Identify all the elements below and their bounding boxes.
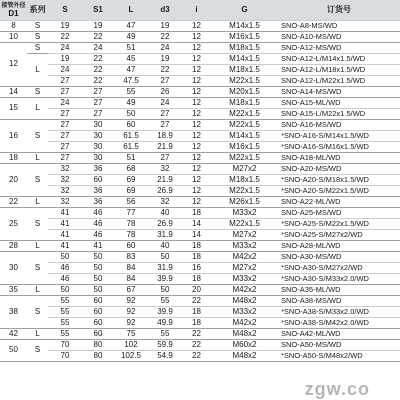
cell-g: M42x2 bbox=[211, 284, 278, 295]
cell-s: 27 bbox=[48, 86, 82, 97]
cell-l: 47.5 bbox=[114, 75, 148, 86]
cell-s1: 60 bbox=[82, 174, 114, 185]
cell-d3: 50 bbox=[148, 284, 182, 295]
cell-g: M18x1.5 bbox=[211, 97, 278, 108]
cell-order-no: SNO-A12-MS/WD bbox=[278, 42, 400, 53]
cell-g: M60x2 bbox=[211, 339, 278, 350]
cell-d3: 21.9 bbox=[148, 174, 182, 185]
cell-d1: 8 bbox=[0, 20, 27, 31]
cell-i: 12 bbox=[182, 31, 211, 42]
cell-l: 92 bbox=[114, 317, 148, 328]
cell-order-no: *SNO-A50-S/M48x2/WD bbox=[278, 350, 400, 361]
table-header-row bbox=[0, 0, 400, 20]
table-row bbox=[0, 185, 400, 196]
cell-s1: 50 bbox=[82, 251, 114, 262]
cell-s: 50 bbox=[48, 284, 82, 295]
cell-s1: 60 bbox=[82, 306, 114, 317]
header-s1: S1 bbox=[82, 0, 114, 20]
table-row bbox=[0, 119, 400, 130]
cell-l: 69 bbox=[114, 185, 148, 196]
cell-order-no: SNO-A12-L/M22x1.5/WD bbox=[278, 75, 400, 86]
cell-d1: 42 bbox=[0, 328, 27, 339]
cell-order-no: SNO-A38-MS/WD bbox=[278, 295, 400, 306]
cell-order-no: SNO-A12-L/M18x1.5/WD bbox=[278, 64, 400, 75]
cell-order-no: *SNO-A25-S/M27x2/WD bbox=[278, 229, 400, 240]
cell-d3: 26 bbox=[148, 86, 182, 97]
cell-i: 12 bbox=[182, 20, 211, 31]
cell-i: 12 bbox=[182, 130, 211, 141]
cell-g: M27x2 bbox=[211, 229, 278, 240]
cell-s: 55 bbox=[48, 295, 82, 306]
cell-order-no: SNO-A35-ML/WD bbox=[278, 284, 400, 295]
cell-s1: 41 bbox=[82, 240, 114, 251]
cell-d3: 54.9 bbox=[148, 350, 182, 361]
cell-g: M22x1.5 bbox=[211, 108, 278, 119]
cell-d1: 25 bbox=[0, 207, 27, 240]
cell-d1: 28 bbox=[0, 240, 27, 251]
cell-order-no: *SNO-A25-S/M22x1.5/WD bbox=[278, 218, 400, 229]
cell-series: L bbox=[27, 284, 48, 295]
table-row bbox=[0, 86, 400, 97]
cell-s: 55 bbox=[48, 317, 82, 328]
cell-i: 12 bbox=[182, 75, 211, 86]
cell-d1: 14 bbox=[0, 86, 27, 97]
cell-i: 12 bbox=[182, 196, 211, 207]
table-row bbox=[0, 97, 400, 108]
cell-d3: 24 bbox=[148, 97, 182, 108]
cell-d3: 31.9 bbox=[148, 262, 182, 273]
cell-d3: 55 bbox=[148, 295, 182, 306]
cell-g: M48x2 bbox=[211, 350, 278, 361]
cell-d3: 55 bbox=[148, 328, 182, 339]
cell-l: 47 bbox=[114, 20, 148, 31]
table-row bbox=[0, 130, 400, 141]
cell-i: 18 bbox=[182, 240, 211, 251]
table-row bbox=[0, 273, 400, 284]
cell-i: 12 bbox=[182, 185, 211, 196]
table-row bbox=[0, 152, 400, 163]
cell-s: 19 bbox=[48, 20, 82, 31]
header-s: S bbox=[48, 0, 82, 20]
cell-s1: 22 bbox=[82, 53, 114, 64]
cell-s: 24 bbox=[48, 42, 82, 53]
cell-l: 67 bbox=[114, 284, 148, 295]
cell-order-no: *SNO-A38-S/M33x2.0/WD bbox=[278, 306, 400, 317]
cell-order-no: *SNO-A16-S/M14x1.5/WD bbox=[278, 130, 400, 141]
table-row bbox=[0, 284, 400, 295]
cell-d1: 38 bbox=[0, 295, 27, 328]
cell-s: 32 bbox=[48, 185, 82, 196]
cell-order-no: *SNO-A20-S/M18x1.5/WD bbox=[278, 174, 400, 185]
cell-i: 22 bbox=[182, 339, 211, 350]
cell-i: 16 bbox=[182, 262, 211, 273]
cell-l: 92 bbox=[114, 306, 148, 317]
cell-d3: 21.9 bbox=[148, 141, 182, 152]
cell-series: L bbox=[27, 53, 48, 86]
cell-s1: 60 bbox=[82, 317, 114, 328]
cell-s1: 80 bbox=[82, 350, 114, 361]
cell-l: 83 bbox=[114, 251, 148, 262]
cell-i: 12 bbox=[182, 163, 211, 174]
cell-l: 51 bbox=[114, 152, 148, 163]
table-body bbox=[0, 20, 400, 361]
cell-s: 55 bbox=[48, 306, 82, 317]
cell-g: M33x2 bbox=[211, 306, 278, 317]
cell-order-no: SNO-A28-ML/WD bbox=[278, 240, 400, 251]
table-row bbox=[0, 31, 400, 42]
cell-l: 68 bbox=[114, 163, 148, 174]
cell-d3: 40 bbox=[148, 240, 182, 251]
cell-i: 18 bbox=[182, 251, 211, 262]
cell-d3: 19 bbox=[148, 53, 182, 64]
cell-d3: 26.9 bbox=[148, 218, 182, 229]
cell-series: S bbox=[27, 295, 48, 328]
cell-l: 84 bbox=[114, 262, 148, 273]
table-row bbox=[0, 295, 400, 306]
cell-s: 70 bbox=[48, 350, 82, 361]
cell-series: S bbox=[27, 163, 48, 196]
cell-d3: 50 bbox=[148, 251, 182, 262]
cell-i: 12 bbox=[182, 174, 211, 185]
table-row bbox=[0, 350, 400, 361]
cell-order-no: *SNO-A20-S/M22x1.5/WD bbox=[278, 185, 400, 196]
cell-series: L bbox=[27, 328, 48, 339]
cell-order-no: SNO-A42-ML/WD bbox=[278, 328, 400, 339]
cell-d3: 18.9 bbox=[148, 130, 182, 141]
cell-s1: 30 bbox=[82, 119, 114, 130]
cell-l: 49 bbox=[114, 31, 148, 42]
header-d1-line2: D1 bbox=[8, 8, 19, 18]
cell-order-no: SNO-A18-ML/WD bbox=[278, 152, 400, 163]
table-row bbox=[0, 64, 400, 75]
table-row bbox=[0, 141, 400, 152]
cell-s1: 80 bbox=[82, 339, 114, 350]
cell-g: M48x2 bbox=[211, 295, 278, 306]
cell-s: 24 bbox=[48, 97, 82, 108]
cell-s1: 22 bbox=[82, 75, 114, 86]
table-row bbox=[0, 251, 400, 262]
table-row bbox=[0, 262, 400, 273]
cell-s1: 27 bbox=[82, 108, 114, 119]
cell-i: 12 bbox=[182, 152, 211, 163]
cell-order-no: SNO-A12-L/M14x1.5/WD bbox=[278, 53, 400, 64]
cell-g: M42x2 bbox=[211, 251, 278, 262]
cell-order-no: SNO-A15-L/M22x1.5/WD bbox=[278, 108, 400, 119]
cell-i: 12 bbox=[182, 64, 211, 75]
cell-l: 69 bbox=[114, 174, 148, 185]
table-row bbox=[0, 339, 400, 350]
cell-g: M14x1.5 bbox=[211, 53, 278, 64]
watermark: zgw.co bbox=[304, 379, 370, 399]
cell-d3: 22 bbox=[148, 31, 182, 42]
cell-series: L bbox=[27, 97, 48, 119]
header-d3: d3 bbox=[148, 0, 182, 20]
cell-s1: 36 bbox=[82, 185, 114, 196]
cell-s1: 22 bbox=[82, 64, 114, 75]
cell-l: 84 bbox=[114, 273, 148, 284]
cell-d1: 10 bbox=[0, 31, 27, 42]
cell-order-no: SNO-A50-MS/WD bbox=[278, 339, 400, 350]
table-row bbox=[0, 328, 400, 339]
cell-d3: 24 bbox=[148, 42, 182, 53]
cell-d3: 27 bbox=[148, 75, 182, 86]
cell-s1: 60 bbox=[82, 328, 114, 339]
table-row bbox=[0, 20, 400, 31]
cell-s: 50 bbox=[48, 251, 82, 262]
cell-s: 70 bbox=[48, 339, 82, 350]
cell-s1: 27 bbox=[82, 97, 114, 108]
cell-d1: 12 bbox=[0, 42, 27, 86]
table-row bbox=[0, 42, 400, 53]
cell-series: L bbox=[27, 240, 48, 251]
cell-s: 27 bbox=[48, 130, 82, 141]
cell-g: M18x1.5 bbox=[211, 64, 278, 75]
cell-d1: 18 bbox=[0, 152, 27, 163]
cell-l: 77 bbox=[114, 207, 148, 218]
cell-s1: 24 bbox=[82, 42, 114, 53]
cell-i: 18 bbox=[182, 273, 211, 284]
cell-s1: 46 bbox=[82, 207, 114, 218]
cell-g: M14x1.5 bbox=[211, 20, 278, 31]
cell-s: 41 bbox=[48, 207, 82, 218]
cell-order-no: *SNO-A38-S/M42x2.0/WD bbox=[278, 317, 400, 328]
cell-i: 12 bbox=[182, 141, 211, 152]
cell-i: 12 bbox=[182, 53, 211, 64]
cell-s: 22 bbox=[48, 31, 82, 42]
cell-l: 56 bbox=[114, 196, 148, 207]
cell-g: M20x1.5 bbox=[211, 86, 278, 97]
cell-d1: 15 bbox=[0, 97, 27, 119]
cell-s1: 36 bbox=[82, 196, 114, 207]
cell-l: 78 bbox=[114, 218, 148, 229]
cell-s: 27 bbox=[48, 141, 82, 152]
cell-s1: 50 bbox=[82, 262, 114, 273]
header-d1 bbox=[0, 0, 27, 20]
cell-l: 50 bbox=[114, 108, 148, 119]
table-row bbox=[0, 229, 400, 240]
cell-i: 12 bbox=[182, 97, 211, 108]
cell-order-no: SNO-A10-MS/WD bbox=[278, 31, 400, 42]
cell-d3: 32 bbox=[148, 196, 182, 207]
header-l: L bbox=[114, 0, 148, 20]
cell-s: 19 bbox=[48, 53, 82, 64]
table-row bbox=[0, 108, 400, 119]
cell-order-no: SNO-A15-ML/WD bbox=[278, 97, 400, 108]
cell-series: S bbox=[27, 119, 48, 152]
cell-order-no: SNO-A25-MS/WD bbox=[278, 207, 400, 218]
cell-order-no: *SNO-A30-S/M27x2/WD bbox=[278, 262, 400, 273]
cell-s: 27 bbox=[48, 108, 82, 119]
cell-i: 12 bbox=[182, 108, 211, 119]
cell-g: M48x2 bbox=[211, 328, 278, 339]
header-d1-line1: 接管外径 bbox=[1, 2, 26, 9]
cell-g: M18x1.5 bbox=[211, 174, 278, 185]
cell-s: 55 bbox=[48, 328, 82, 339]
cell-g: M27x2 bbox=[211, 262, 278, 273]
cell-order-no: SNO-A20-MS/WD bbox=[278, 163, 400, 174]
cell-s: 46 bbox=[48, 262, 82, 273]
cell-s: 27 bbox=[48, 75, 82, 86]
header-series: 系列 bbox=[27, 0, 48, 20]
cell-s1: 46 bbox=[82, 218, 114, 229]
cell-d3: 40 bbox=[148, 207, 182, 218]
cell-g: M18x1.5 bbox=[211, 42, 278, 53]
table-row bbox=[0, 75, 400, 86]
cell-s: 27 bbox=[48, 152, 82, 163]
cell-series: S bbox=[27, 31, 48, 42]
cell-series: S bbox=[27, 251, 48, 284]
cell-order-no: SNO-A22-ML/WD bbox=[278, 196, 400, 207]
cell-s: 41 bbox=[48, 229, 82, 240]
cell-d3: 27 bbox=[148, 108, 182, 119]
cell-l: 51 bbox=[114, 42, 148, 53]
table-row bbox=[0, 53, 400, 64]
table-row bbox=[0, 218, 400, 229]
cell-s1: 30 bbox=[82, 152, 114, 163]
cell-d3: 27 bbox=[148, 119, 182, 130]
cell-d3: 59.9 bbox=[148, 339, 182, 350]
cell-g: M14x1.5 bbox=[211, 130, 278, 141]
cell-order-no: *SNO-A16-S/M16x1.5/WD bbox=[278, 141, 400, 152]
cell-d3: 27 bbox=[148, 152, 182, 163]
cell-l: 102 bbox=[114, 339, 148, 350]
cell-series: S bbox=[27, 339, 48, 361]
cell-l: 61.5 bbox=[114, 130, 148, 141]
cell-l: 102.5 bbox=[114, 350, 148, 361]
cell-i: 18 bbox=[182, 306, 211, 317]
cell-s: 27 bbox=[48, 119, 82, 130]
cell-g: M22x1.5 bbox=[211, 218, 278, 229]
cell-s: 24 bbox=[48, 64, 82, 75]
cell-d1: 20 bbox=[0, 163, 27, 196]
cell-order-no: SNO-A14-MS/WD bbox=[278, 86, 400, 97]
table-row bbox=[0, 306, 400, 317]
cell-i: 22 bbox=[182, 295, 211, 306]
cell-order-no: SNO-A8-MS/WD bbox=[278, 20, 400, 31]
table-row bbox=[0, 163, 400, 174]
cell-l: 60 bbox=[114, 240, 148, 251]
cell-d3: 39.9 bbox=[148, 306, 182, 317]
cell-s: 41 bbox=[48, 218, 82, 229]
cell-i: 12 bbox=[182, 119, 211, 130]
cell-g: M33x2 bbox=[211, 240, 278, 251]
cell-g: M22x1.5 bbox=[211, 119, 278, 130]
cell-series: S bbox=[27, 86, 48, 97]
header-i: i bbox=[182, 0, 211, 20]
cell-order-no: *SNO-A30-S/M33x2.0/WD bbox=[278, 273, 400, 284]
cell-g: M22x1.5 bbox=[211, 185, 278, 196]
cell-l: 49 bbox=[114, 97, 148, 108]
cell-i: 20 bbox=[182, 284, 211, 295]
cell-g: M27x2 bbox=[211, 163, 278, 174]
cell-s1: 36 bbox=[82, 163, 114, 174]
cell-s1: 46 bbox=[82, 229, 114, 240]
cell-i: 22 bbox=[182, 350, 211, 361]
cell-d1: 50 bbox=[0, 339, 27, 361]
cell-s1: 22 bbox=[82, 31, 114, 42]
cell-d3: 26.9 bbox=[148, 185, 182, 196]
cell-s1: 27 bbox=[82, 86, 114, 97]
cell-s: 41 bbox=[48, 240, 82, 251]
cell-g: M42x2 bbox=[211, 317, 278, 328]
cell-l: 75 bbox=[114, 328, 148, 339]
cell-d3: 31.9 bbox=[148, 229, 182, 240]
cell-g: M33x2 bbox=[211, 207, 278, 218]
cell-g: M22x1.5 bbox=[211, 152, 278, 163]
header-order-no: 订货号 bbox=[278, 0, 400, 20]
cell-g: M26x1.5 bbox=[211, 196, 278, 207]
cell-d3: 49.9 bbox=[148, 317, 182, 328]
cell-i: 14 bbox=[182, 229, 211, 240]
cell-series: S bbox=[27, 42, 48, 53]
cell-s: 32 bbox=[48, 196, 82, 207]
cell-l: 45 bbox=[114, 53, 148, 64]
cell-l: 61.5 bbox=[114, 141, 148, 152]
cell-i: 22 bbox=[182, 328, 211, 339]
cell-l: 92 bbox=[114, 295, 148, 306]
cell-g: M16x1.5 bbox=[211, 31, 278, 42]
cell-d1: 22 bbox=[0, 196, 27, 207]
cell-d1: 30 bbox=[0, 251, 27, 284]
cell-order-no: SNO-A30-MS/WD bbox=[278, 251, 400, 262]
cell-d3: 39.9 bbox=[148, 273, 182, 284]
cell-s1: 60 bbox=[82, 295, 114, 306]
cell-order-no: SNO-A16-MS/WD bbox=[278, 119, 400, 130]
table-row bbox=[0, 240, 400, 251]
cell-d3: 32 bbox=[148, 163, 182, 174]
cell-i: 18 bbox=[182, 317, 211, 328]
cell-series: S bbox=[27, 20, 48, 31]
cell-l: 78 bbox=[114, 229, 148, 240]
header-g: G bbox=[211, 0, 278, 20]
cell-d3: 22 bbox=[148, 64, 182, 75]
cell-series: L bbox=[27, 196, 48, 207]
cell-series: L bbox=[27, 152, 48, 163]
cell-d1: 16 bbox=[0, 119, 27, 152]
cell-s1: 19 bbox=[82, 20, 114, 31]
cell-i: 12 bbox=[182, 86, 211, 97]
cell-s1: 30 bbox=[82, 130, 114, 141]
table-row bbox=[0, 317, 400, 328]
cell-l: 60 bbox=[114, 119, 148, 130]
cell-g: M33x2 bbox=[211, 273, 278, 284]
table-row bbox=[0, 174, 400, 185]
cell-s: 32 bbox=[48, 163, 82, 174]
cell-series: S bbox=[27, 207, 48, 240]
cell-s1: 50 bbox=[82, 273, 114, 284]
cell-s: 46 bbox=[48, 273, 82, 284]
cell-s: 32 bbox=[48, 174, 82, 185]
table-row bbox=[0, 207, 400, 218]
cell-g: M16x1.5 bbox=[211, 141, 278, 152]
cell-s1: 50 bbox=[82, 284, 114, 295]
cell-i: 14 bbox=[182, 218, 211, 229]
cell-d1: 35 bbox=[0, 284, 27, 295]
cell-i: 12 bbox=[182, 42, 211, 53]
table-row bbox=[0, 196, 400, 207]
cell-g: M22x1.5 bbox=[211, 75, 278, 86]
cell-l: 55 bbox=[114, 86, 148, 97]
cell-l: 47 bbox=[114, 64, 148, 75]
cell-s1: 30 bbox=[82, 141, 114, 152]
cell-i: 18 bbox=[182, 207, 211, 218]
cell-d3: 19 bbox=[148, 20, 182, 31]
